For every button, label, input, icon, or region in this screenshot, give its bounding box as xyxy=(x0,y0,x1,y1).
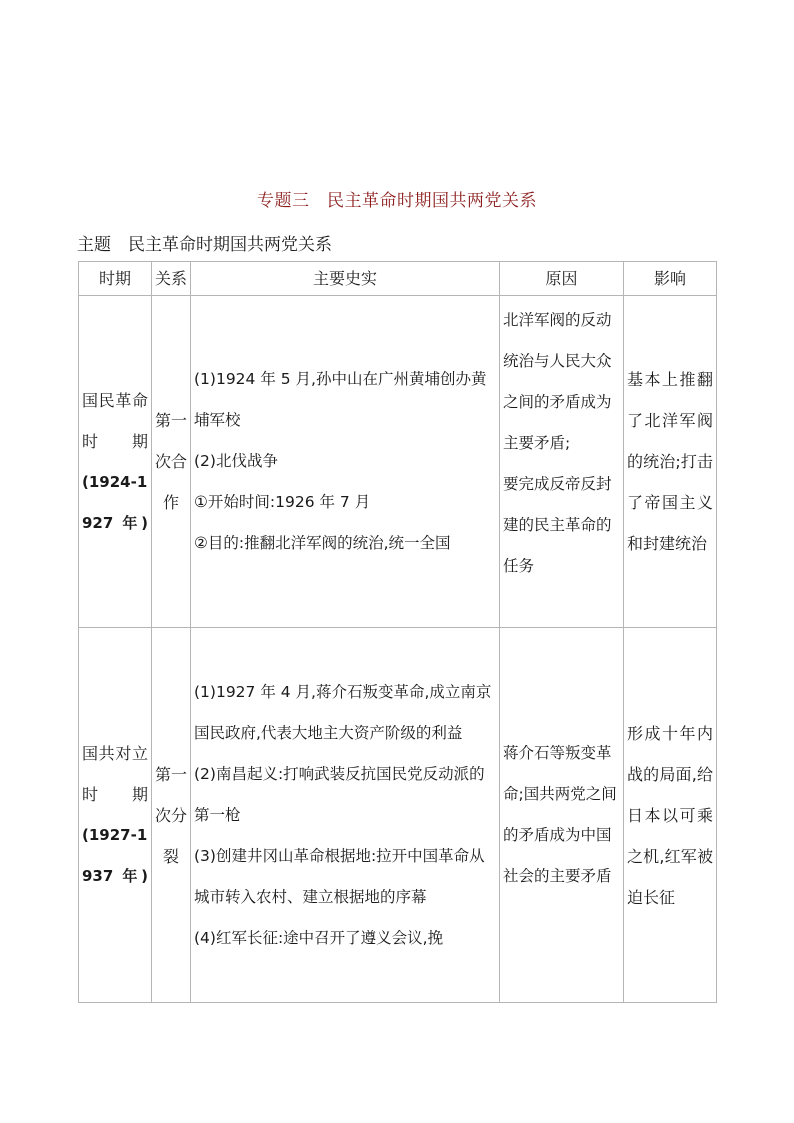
document-title: 专题三 民主革命时期国共两党关系 xyxy=(257,191,537,211)
fact-item: (2)南昌起义:打响武装反抗国民党反动派的第一枪 xyxy=(194,764,485,824)
reason-item: 北洋军阀的反动统治与人民大众之间的矛盾成为主要矛盾; xyxy=(503,311,612,452)
fact-item: (1)1924 年 5 月,孙中山在广州黄埔创办黄埔军校 xyxy=(194,370,487,429)
header-reason: 原因 xyxy=(500,262,624,296)
reason-item: 蒋介石等叛变革命;国共两党之间的矛盾成为中国社会的主要矛盾 xyxy=(503,744,617,885)
table-row xyxy=(79,628,717,1003)
history-table xyxy=(78,261,717,1003)
impact-cell: 形成十年内战的局面,给日本以可乘之机,红军被迫长征 xyxy=(624,628,717,1003)
table-header-row xyxy=(79,262,717,296)
header-facts: 主要史实 xyxy=(191,262,500,296)
fact-item: ②目的:推翻北洋军阀的统治,统一全国 xyxy=(194,534,451,552)
fact-item: (4)红军长征:途中召开了遵义会议,挽 xyxy=(194,928,444,947)
facts-cell xyxy=(191,628,500,1003)
relation-cell: 第一次分裂 xyxy=(152,628,191,1003)
section-subtitle: 主题 民主革命时期国共两党关系 xyxy=(77,235,332,255)
period-name: 国民革命时期 xyxy=(82,390,148,451)
reason-cell xyxy=(500,296,624,628)
period-cell xyxy=(79,296,152,628)
header-period: 时期 xyxy=(79,262,152,296)
header-relation: 关系 xyxy=(152,262,191,296)
period-years: (1927-1937 年) xyxy=(82,826,148,885)
facts-cell xyxy=(191,296,500,628)
fact-item: ①开始时间:1926 年 7 月 xyxy=(194,493,371,511)
relation-cell: 第一次合作 xyxy=(152,296,191,628)
reason-item: 要完成反帝反封建的民主革命的任务 xyxy=(503,475,612,575)
header-impact: 影响 xyxy=(624,262,717,296)
fact-item: (3)创建井冈山革命根据地:拉开中国革命从城市转入农村、建立根据地的序幕 xyxy=(194,846,485,906)
fact-item: (1)1927 年 4 月,蒋介石叛变革命,成立南京国民政府,代表大地主大资产阶级的利益 xyxy=(194,682,492,742)
reason-cell xyxy=(500,628,624,1003)
period-name: 国共对立时期 xyxy=(82,744,148,804)
impact-cell: 基本上推翻了北洋军阀的统治;打击了帝国主义和封建统治 xyxy=(624,296,717,628)
table-row xyxy=(79,296,717,628)
fact-item: (2)北伐战争 xyxy=(194,452,278,470)
period-cell xyxy=(79,628,152,1003)
period-years: (1924-1927 年) xyxy=(82,472,148,532)
